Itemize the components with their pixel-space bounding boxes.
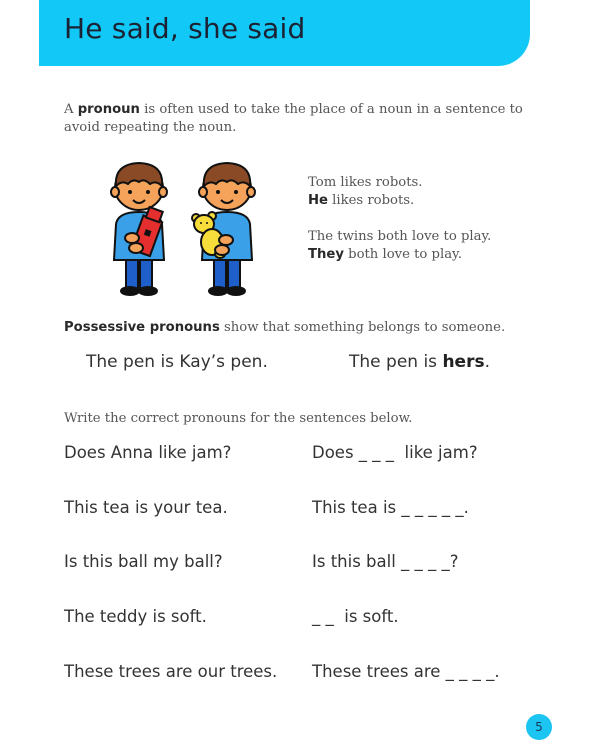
exercise-answer-blank[interactable]: _ _ is soft. bbox=[312, 607, 399, 626]
intro-text: is often used to take the place of a noun in a sentence to avoid repeating the noun. bbox=[64, 102, 523, 135]
example-1-pronoun bbox=[308, 192, 548, 210]
possessive-right-prefix: The pen is bbox=[349, 352, 443, 372]
boy-with-robot-icon bbox=[111, 163, 167, 295]
exercise-instructions: Write the correct pronouns for the sentences below. bbox=[64, 411, 413, 426]
page-title: He said, she said bbox=[64, 12, 306, 45]
intro-term: pronoun bbox=[77, 102, 140, 117]
example-1-original: Tom likes robots. bbox=[308, 175, 423, 190]
example-1-bold: He bbox=[308, 193, 328, 208]
possessive-example-right bbox=[349, 352, 490, 372]
exercise-answer-blank[interactable]: This tea is _ _ _ _ _. bbox=[312, 498, 469, 517]
boy-with-teddy-icon bbox=[192, 163, 255, 295]
possessive-example-left: The pen is Kay’s pen. bbox=[86, 352, 268, 372]
example-2-pronoun bbox=[308, 246, 548, 264]
example-2-original: The twins both love to play. bbox=[308, 229, 492, 244]
example-2-rest: both love to play. bbox=[343, 247, 462, 262]
exercise-sentence: Is this ball my ball? bbox=[64, 552, 223, 571]
pronoun-examples bbox=[308, 174, 548, 264]
exercise-answer-blank[interactable]: Is this ball _ _ _ _? bbox=[312, 552, 459, 571]
possessive-definition bbox=[64, 319, 544, 337]
exercise-sentence: These trees are our trees. bbox=[64, 662, 278, 681]
possessive-text: show that something belongs to someone. bbox=[219, 320, 506, 335]
exercise-sentence: Does Anna like jam? bbox=[64, 443, 232, 462]
exercise-sentence: This tea is your tea. bbox=[64, 498, 228, 517]
possessive-term: Possessive pronouns bbox=[64, 320, 220, 335]
exercise-sentence: The teddy is soft. bbox=[64, 607, 207, 626]
twins-illustration bbox=[106, 160, 276, 300]
page-number-badge: 5 bbox=[526, 714, 552, 740]
intro-paragraph bbox=[64, 101, 544, 137]
exercise-answer-blank[interactable]: These trees are _ _ _ _. bbox=[312, 662, 500, 681]
example-1-rest: likes robots. bbox=[327, 193, 415, 208]
exercise-answer-blank[interactable]: Does _ _ _ like jam? bbox=[312, 443, 478, 462]
title-banner bbox=[39, 0, 530, 66]
example-2-bold: They bbox=[308, 247, 344, 262]
intro-prefix: A bbox=[64, 102, 78, 117]
possessive-right-bold: hers bbox=[442, 352, 485, 372]
possessive-right-suffix: . bbox=[484, 352, 490, 372]
